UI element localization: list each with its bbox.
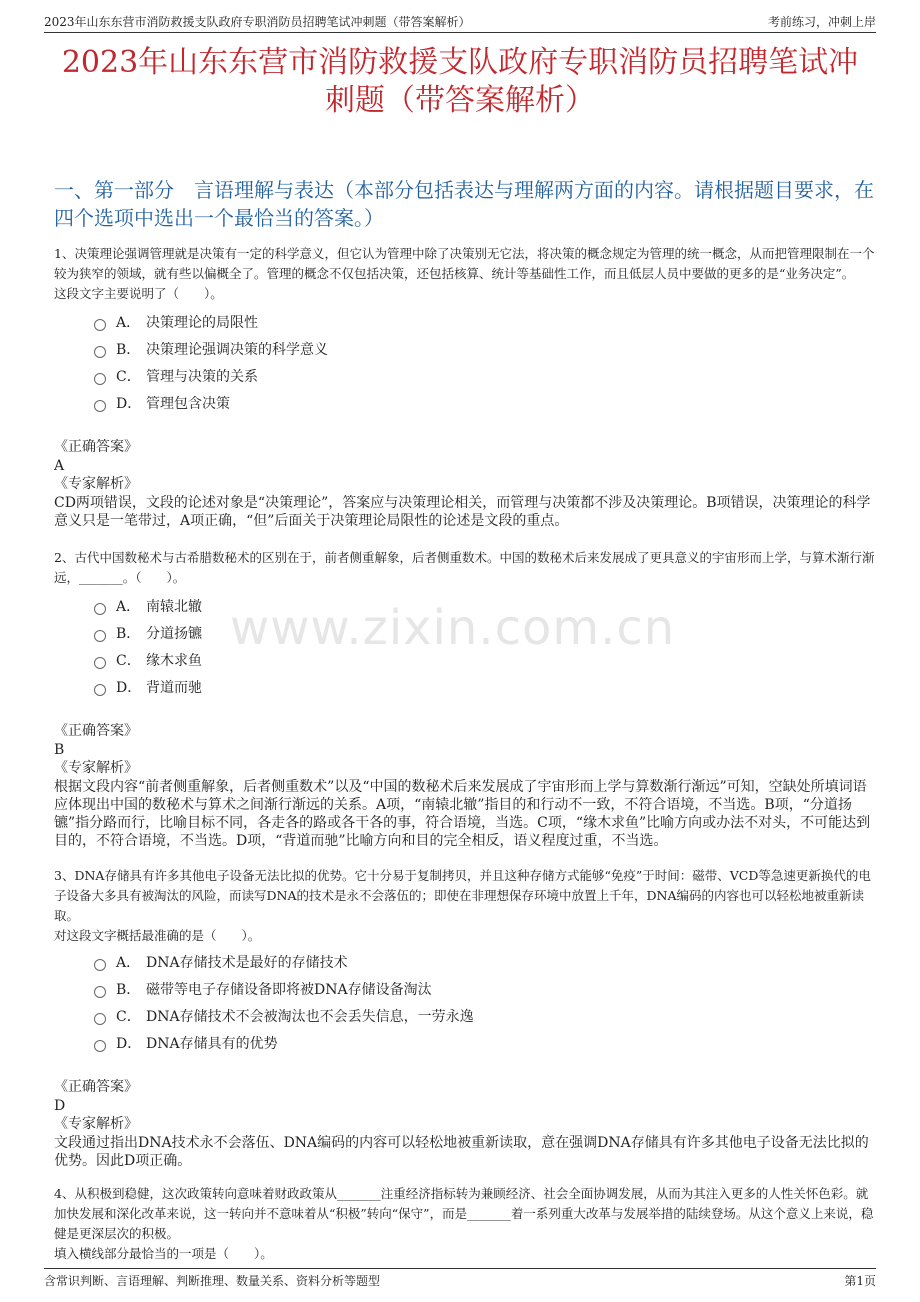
explanation-text: 文段通过指出DNA技术永不会落伍、DNA编码的内容可以轻松地被重新读取，意在强调DNA存储具有许多其他电子设备无法比拟的优势。因此D项正确。	[54, 1135, 869, 1169]
option-c[interactable]: C． 管理与决策的关系	[54, 362, 876, 389]
question-ask: 对这段文字概括最准确的是（ ）。	[54, 928, 261, 943]
option-text: 南辕北辙	[146, 598, 202, 615]
radio-icon[interactable]	[94, 603, 106, 615]
question-2	[54, 548, 876, 850]
question-text: 2、古代中国数秘术与古希腊数秘术的区别在于，前者侧重解象，后者侧重数术。中国的数秘术后来发展成了更具意义的宇宙形而上学，与算术渐行渐远，_______。（ ）。	[54, 550, 875, 585]
header-title: 2023年山东东营市消防救援支队政府专职消防员招聘笔试冲刺题（带答案解析）	[44, 15, 471, 29]
question-text: 3、DNA存储具有许多其他电子设备无法比拟的优势。它十分易于复制拷贝，并且这种存储方式能够“免疫”于时间：磁带、VCD等急速更新换代的电子设备大多具有被淘汰的风险，而读写DNA的技术是永不会落伍的；即使在非理想保存环境中放置上千年，DNA编码的内容也可以轻松地被重新读取。	[54, 868, 871, 923]
question-ask: 这段文字主要说明了（ ）。	[54, 286, 223, 301]
question-text: 1、决策理论强调管理就是决策有一定的科学意义，但它认为管理中除了决策别无它法，将决策的概念规定为管理的统一概念，从而把管理限制在一个较为狭窄的领域，就有些以偏概全了。管理的概念不仅包括决策，还包括核算、统计等基础性工作，而且低层人员中要做的更多的是“业务决定”。	[54, 246, 875, 281]
option-d[interactable]: D． 管理包含决策	[54, 389, 876, 416]
question-ask: 填入横线部分最恰当的一项是（ ）。	[54, 1246, 273, 1261]
answer-label: 《正确答案》	[54, 439, 138, 455]
option-text: DNA存储技术不会被淘汰也不会丢失信息，一劳永逸	[146, 1008, 474, 1025]
question-4	[54, 1184, 876, 1264]
option-c[interactable]: C． 缘木求鱼	[54, 646, 876, 673]
explanation-label: 《专家解析》	[54, 1116, 138, 1132]
radio-icon[interactable]	[94, 346, 106, 358]
explanation-label: 《专家解析》	[54, 476, 138, 492]
radio-icon[interactable]	[94, 986, 106, 998]
question-1	[54, 244, 876, 530]
question-list	[54, 244, 876, 1264]
option-text: 分道扬镳	[146, 625, 202, 642]
header-slogan: 考前练习，冲刺上岸	[767, 15, 876, 29]
option-d[interactable]: D． 背道而驰	[54, 673, 876, 700]
option-a[interactable]: A． 决策理论的局限性	[54, 308, 876, 335]
option-text: DNA存储技术是最好的存储技术	[146, 954, 348, 971]
page-number: 第1页	[844, 1274, 876, 1288]
option-b[interactable]: B． 分道扬镳	[54, 619, 876, 646]
radio-icon[interactable]	[94, 1040, 106, 1052]
question-text: 4、从积极到稳健，这次政策转向意味着财政政策从_______注重经济指标转为兼顾经济、社会全面协调发展，从而为其注入更多的人性关怀色彩。就加快发展和深化改革来说，这一转向并不意味着从“积极”转向“保守”，而是_______着一系列重大改革与发展举措的陆续登场。从这个意义上来说，稳健是更深层次的积极。	[54, 1186, 874, 1241]
option-text: 决策理论的局限性	[146, 314, 258, 331]
radio-icon[interactable]	[94, 319, 106, 331]
explanation-label: 《专家解析》	[54, 760, 138, 776]
option-d[interactable]: D． DNA存储具有的优势	[54, 1029, 876, 1056]
answer-value: A	[54, 458, 65, 474]
option-text: 磁带等电子存储设备即将被DNA存储设备淘汰	[146, 981, 432, 998]
answer-label: 《正确答案》	[54, 1079, 138, 1095]
radio-icon[interactable]	[94, 400, 106, 412]
watermark: www.zixin.com.cn	[230, 600, 676, 656]
radio-icon[interactable]	[94, 1013, 106, 1025]
radio-icon[interactable]	[94, 684, 106, 696]
option-text: 管理与决策的关系	[146, 368, 258, 385]
option-text: 管理包含决策	[146, 395, 230, 412]
answer-label: 《正确答案》	[54, 723, 138, 739]
option-c[interactable]: C． DNA存储技术不会被淘汰也不会丢失信息，一劳永逸	[54, 1002, 876, 1029]
radio-icon[interactable]	[94, 373, 106, 385]
explanation-text: 根据文段内容“前者侧重解象，后者侧重数术”以及“中国的数秘术后来发展成了宇宙形而上学与算数渐行渐远”可知，空缺处所填词语应体现出中国的数秘术与算术之间渐行渐远的关系。A项，“南辕北辙”指目的和行动不一致，不符合语境，不当选。B项，“分道扬镳”指分路而行，比喻目标不同，各走各的路或各干各的事，符合语境，当选。C项，“缘木求鱼”比喻方向或办法不对头，不可能达到目的，不符合语境，不当选。D项，“背道而驰”比喻方向和目的完全相反，语义程度过重，不当选。	[54, 779, 871, 849]
option-text: 背道而驰	[146, 679, 202, 696]
answer-value: B	[54, 742, 65, 758]
option-a[interactable]: A． 南辕北辙	[54, 592, 876, 619]
page-footer	[44, 1268, 876, 1289]
option-text: 决策理论强调决策的科学意义	[146, 341, 328, 358]
radio-icon[interactable]	[94, 630, 106, 642]
footer-note: 含常识判断、言语理解、判断推理、数量关系、资料分析等题型	[44, 1274, 381, 1288]
answer-value: D	[54, 1098, 66, 1114]
page-header	[44, 10, 876, 33]
option-text: DNA存储具有的优势	[146, 1035, 278, 1052]
option-text: 缘木求鱼	[146, 652, 202, 669]
section-heading: 一、第一部分 言语理解与表达（本部分包括表达与理解两方面的内容。请根据题目要求，在四个选项中选出一个最恰当的答案。）	[54, 178, 874, 230]
document-title: 2023年山东东营市消防救援支队政府专职消防员招聘笔试冲刺题（带答案解析）	[61, 45, 859, 118]
question-3	[54, 866, 876, 1170]
explanation-text: CD两项错误，文段的论述对象是“决策理论”，答案应与决策理论相关，而管理与决策都不涉及决策理论。B项错误，决策理论的科学意义只是一笔带过，A项正确，“但”后面关于决策理论局限性的论述是文段的重点。	[54, 495, 871, 529]
option-b[interactable]: B． 磁带等电子存储设备即将被DNA存储设备淘汰	[54, 975, 876, 1002]
option-b[interactable]: B． 决策理论强调决策的科学意义	[54, 335, 876, 362]
radio-icon[interactable]	[94, 657, 106, 669]
radio-icon[interactable]	[94, 959, 106, 971]
option-a[interactable]: A． DNA存储技术是最好的存储技术	[54, 948, 876, 975]
